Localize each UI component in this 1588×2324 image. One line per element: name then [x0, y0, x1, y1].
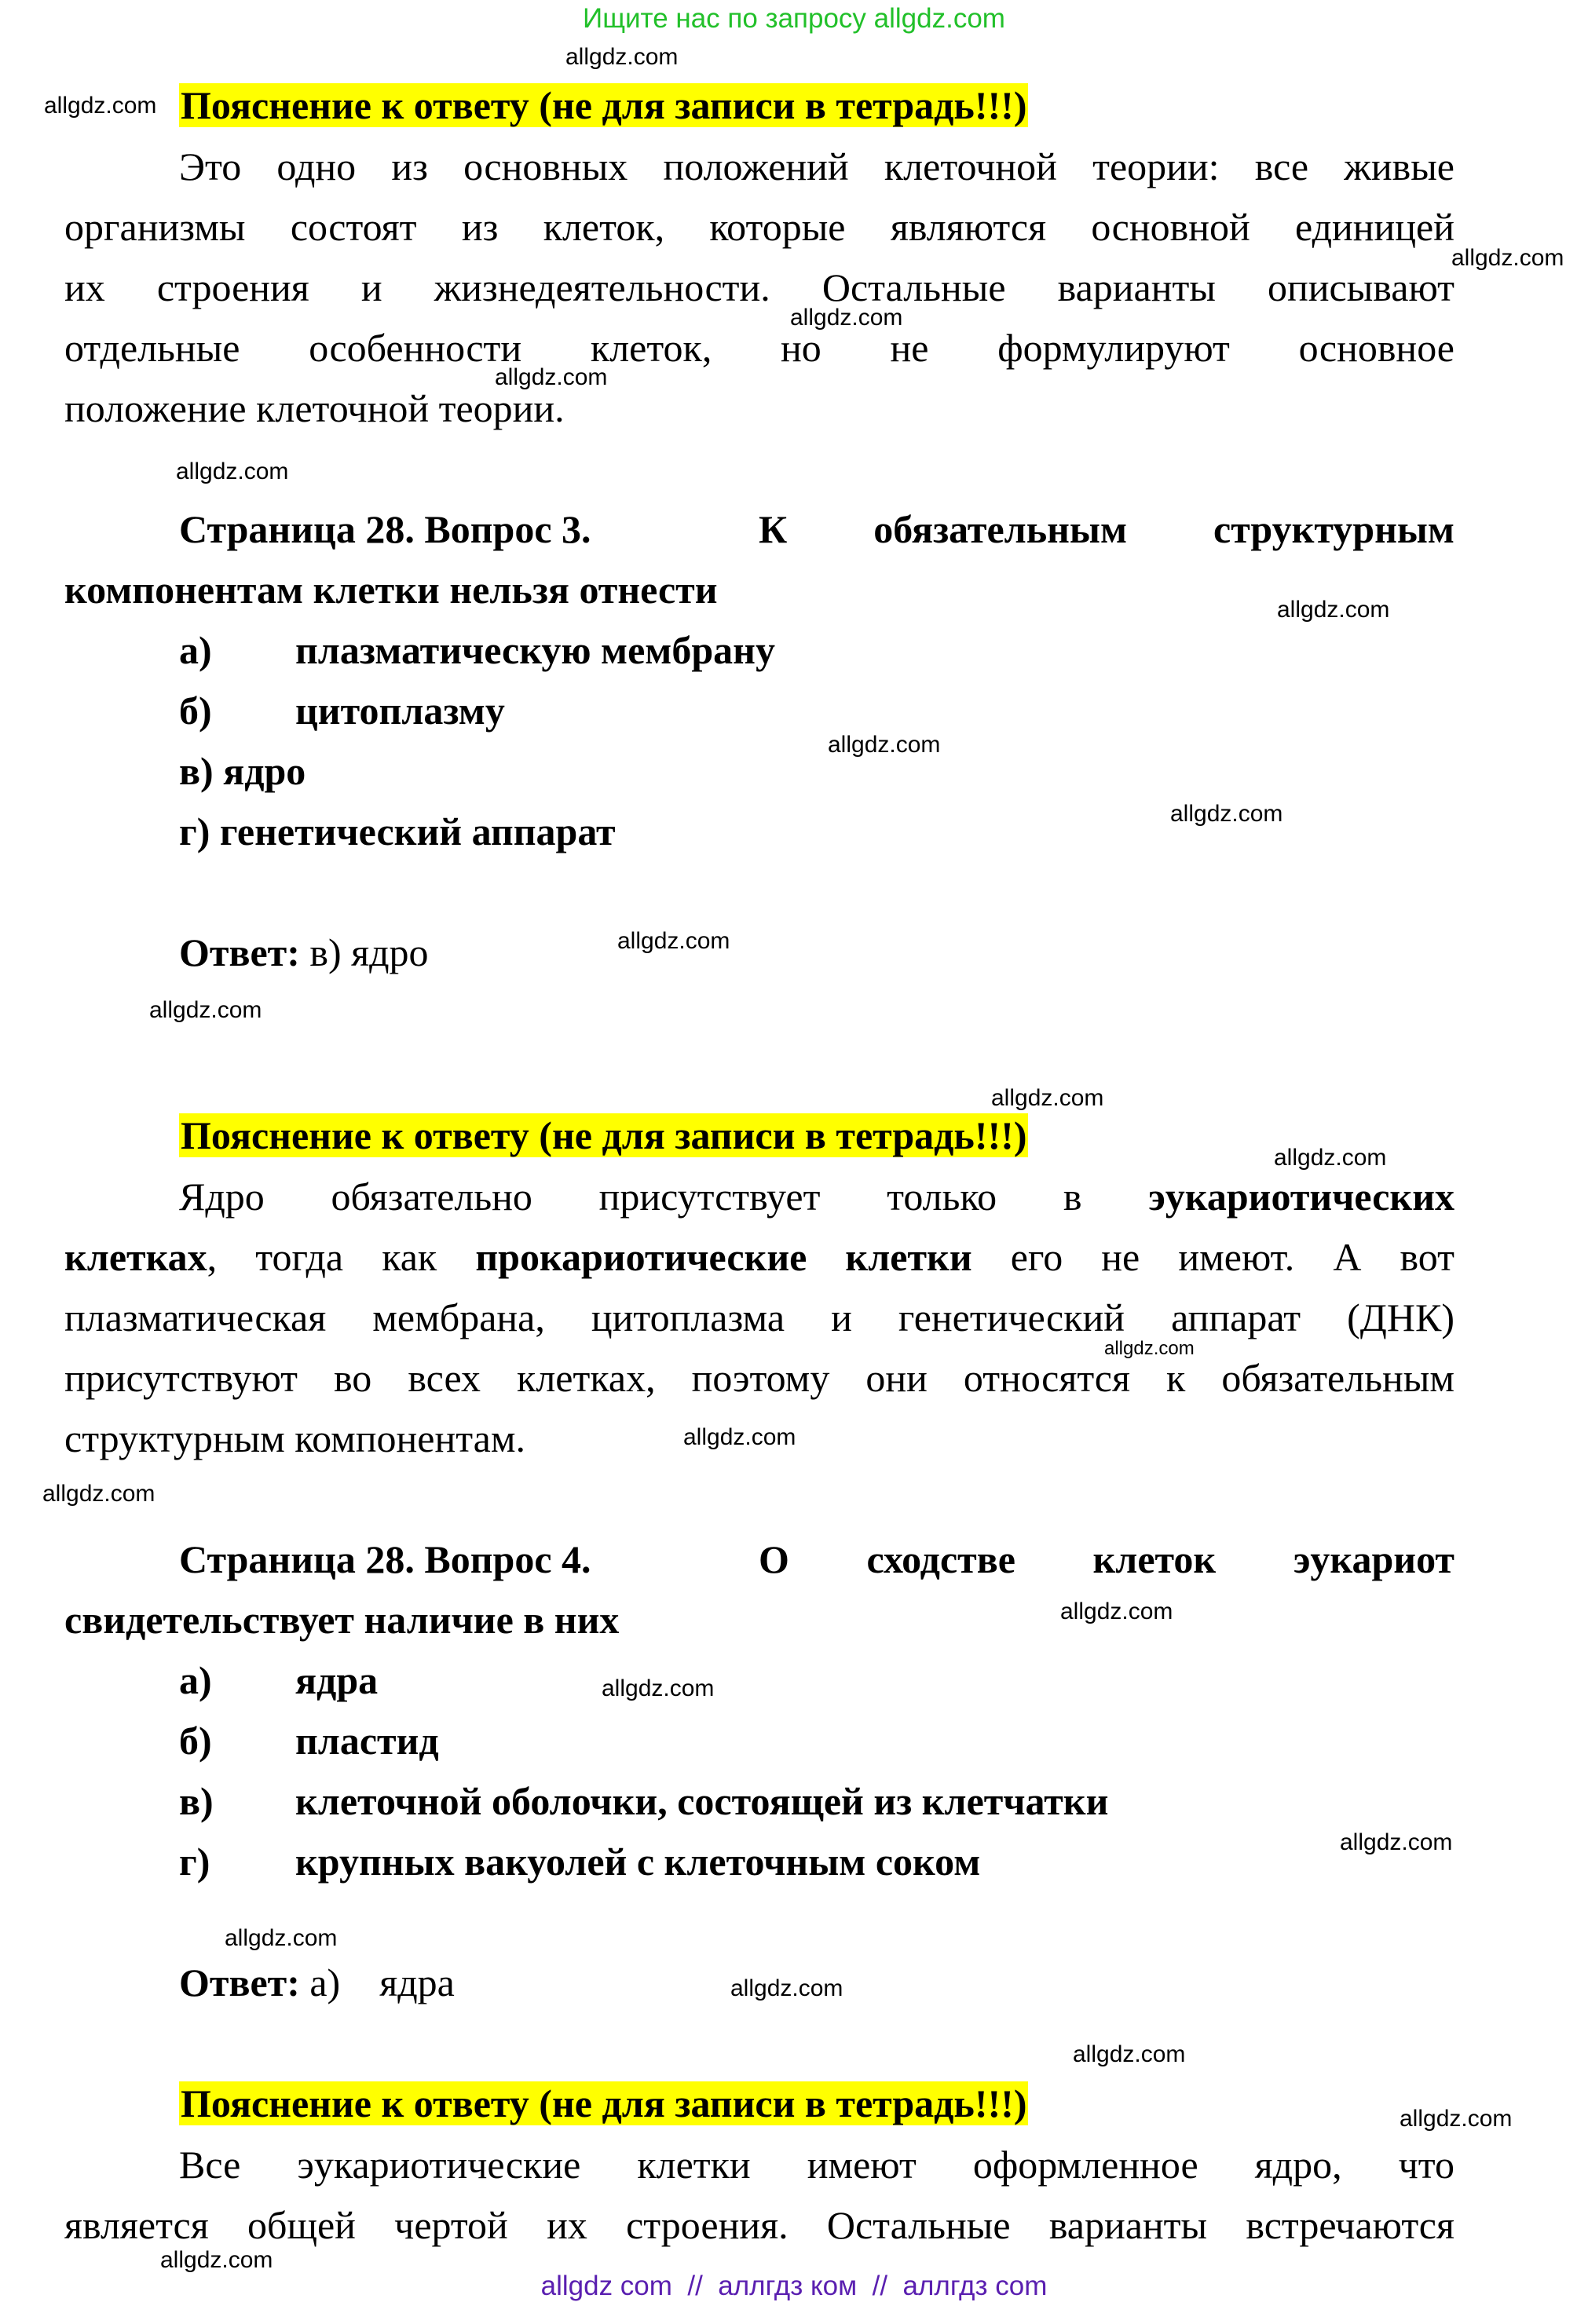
explanation-1-line-3: их строения и жизнедеятельности. Остальные варианты описывают — [64, 265, 1454, 309]
watermark: allgdz.com — [1400, 2106, 1513, 2132]
question-3-number: Страница 28. Вопрос 3. — [179, 507, 591, 551]
watermark: allgdz.com — [1277, 597, 1390, 623]
explanation-heading-3: Пояснение к ответу (не для записи в тетрадь!!!) — [181, 2081, 1027, 2125]
question-4-number: Страница 28. Вопрос 4. — [179, 1537, 591, 1581]
question-3-option-c: в) ядро — [179, 749, 306, 793]
question-3-option-b-text: цитоплазму — [295, 689, 505, 733]
explanation-1-line-4: отдельные особенности клеток, но не формулируют основное — [64, 326, 1454, 370]
search-banner[interactable]: Ищите нас по запросу allgdz.com — [583, 3, 1005, 34]
explanation-2-line-2: клетках, тогда как прокариотические клетки его не имеют. А вот — [64, 1235, 1454, 1279]
explanation-3-line-1: Все эукариотические клетки имеют оформленное ядро, что — [179, 2143, 1454, 2187]
question-4-option-a-letter: а) — [179, 1658, 212, 1702]
watermark: allgdz.com — [1104, 1338, 1195, 1359]
explanation-3-line-2: является общей чертой их строения. Остальные варианты встречаются — [64, 2203, 1454, 2247]
watermark: allgdz.com — [160, 2247, 273, 2273]
watermark: allgdz.com — [225, 1925, 338, 1951]
question-4-text-line-2: свидетельствует наличие в них — [64, 1598, 620, 1642]
answer-label: Ответ: — [179, 1960, 300, 2004]
question-4-option-d-text: крупных вакуолей с клеточным соком — [295, 1840, 981, 1884]
question-4-option-b-letter: б) — [179, 1719, 212, 1763]
watermark: allgdz.com — [1274, 1145, 1387, 1171]
watermark: allgdz.com — [1340, 1829, 1453, 1855]
question-3-option-d: г) генетический аппарат — [179, 809, 616, 853]
question-4-answer — [179, 1959, 455, 2006]
question-4-option-c-letter: в) — [179, 1779, 214, 1823]
question-3-text-line-2: компонентам клетки нельзя отнести — [64, 568, 718, 612]
watermark: allgdz.com — [602, 1675, 715, 1701]
watermark: allgdz.com — [683, 1424, 796, 1450]
question-4-option-d-letter: г) — [179, 1840, 210, 1884]
watermark: allgdz.com — [565, 44, 679, 70]
explanation-2-line-5: структурным компонентам. — [64, 1416, 526, 1460]
explanation-2-line-4: присутствуют во всех клетках, поэтому они относятся к обязательным — [64, 1356, 1454, 1400]
watermark: allgdz.com — [1073, 2041, 1186, 2067]
explanation-heading-1: Пояснение к ответу (не для записи в тетрадь!!!) — [181, 83, 1027, 127]
explanation-heading-2: Пояснение к ответу (не для записи в тетрадь!!!) — [181, 1113, 1027, 1157]
watermark: allgdz.com — [495, 364, 608, 390]
watermark: allgdz.com — [44, 93, 157, 119]
explanation-1-line-5: положение клеточной теории. — [64, 386, 565, 430]
question-3-option-a-letter: а) — [179, 628, 212, 672]
question-3-answer — [179, 929, 429, 976]
explanation-2-line-1: Ядро обязательно присутствует только в эукариотических — [179, 1175, 1454, 1219]
answer-value: в) ядро — [299, 930, 429, 974]
explanation-2-line-3: плазматическая мембрана, цитоплазма и генетический аппарат (ДНК) — [64, 1295, 1454, 1339]
question-4-option-b-text: пластид — [295, 1719, 439, 1763]
watermark: allgdz.com — [617, 928, 730, 954]
watermark: allgdz.com — [1170, 801, 1283, 827]
explanation-1-line-2: организмы состоят из клеток, которые являются основной единицей — [64, 205, 1454, 249]
footer-banner[interactable]: allgdz com // аллгдз ком // аллгдз com — [540, 2271, 1048, 2301]
watermark: allgdz.com — [730, 1975, 843, 2001]
watermark: allgdz.com — [42, 1481, 156, 1507]
explanation-1-line-1: Это одно из основных положений клеточной теории: все живые — [179, 144, 1454, 188]
watermark: allgdz.com — [1060, 1599, 1173, 1624]
watermark: allgdz.com — [149, 997, 262, 1023]
question-4-text-line-1: О сходстве клеток эукариот — [759, 1537, 1454, 1581]
answer-label: Ответ: — [179, 930, 300, 974]
watermark: allgdz.com — [1451, 245, 1564, 271]
watermark: allgdz.com — [991, 1085, 1104, 1111]
question-3-option-a-text: плазматическую мембрану — [295, 628, 775, 672]
watermark: allgdz.com — [790, 305, 903, 331]
watermark: allgdz.com — [828, 732, 941, 758]
watermark: allgdz.com — [176, 459, 289, 484]
question-3-text-line-1: К обязательным структурным — [759, 507, 1454, 551]
question-3-option-b-letter: б) — [179, 689, 212, 733]
answer-value: а) ядра — [299, 1960, 455, 2004]
question-4-option-a-text: ядра — [295, 1658, 379, 1702]
question-4-option-c-text: клеточной оболочки, состоящей из клетчатки — [295, 1779, 1109, 1823]
